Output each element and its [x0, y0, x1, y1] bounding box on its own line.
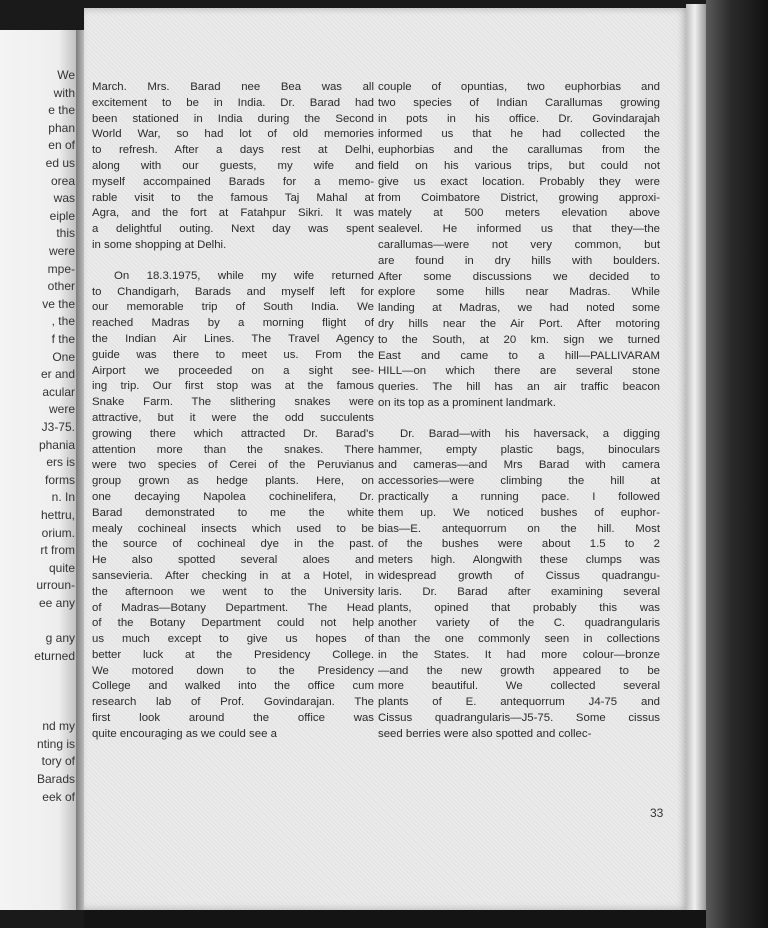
text-column-left [92, 80, 374, 743]
text-line: another variety of the C. quadrangularis [378, 617, 660, 630]
text-line: in pots in his office. Dr. Govindarajah [378, 112, 660, 125]
text-line: of the bushes were about 1.5 to 2 [378, 538, 660, 551]
text-line: March. Mrs. Barad nee Bea was all [92, 81, 374, 93]
text-line: of the Botany Department could not help [92, 617, 374, 630]
text-line: the Indian Air Lines. The Travel Agency [92, 332, 374, 345]
text-line: to refresh. After a days rest at Delhi, [92, 144, 374, 157]
left-page-line: en of [48, 138, 75, 153]
text-line: along with our guests, my wife and [92, 159, 374, 172]
left-page-line: nd my [42, 719, 75, 734]
text-line: mately at 500 meters elevation above [378, 207, 660, 220]
text-line: attractive, but it were the odd succulents [92, 411, 374, 424]
left-page-line: phania [38, 437, 75, 452]
left-page-line: urroun- [36, 578, 75, 593]
text-line: explore some hills near Madras. While [378, 286, 660, 299]
left-page-line: e the [48, 103, 75, 118]
text-line: East and came to a hill—PALLIVARAM [378, 349, 660, 362]
left-page-line: eiple [49, 208, 75, 223]
text-line: first look around the office was [92, 712, 374, 725]
text-line: Cissus quadrangularis—J5-75. Some cissus [378, 712, 660, 725]
text-column-right [378, 80, 660, 743]
book-cover-edge [706, 0, 768, 928]
text-line: them up. We noticed bushes of euphor- [378, 506, 660, 519]
text-line: Barad demonstrated to me the white [92, 506, 374, 519]
left-page-line: One [52, 349, 75, 364]
left-page-line: quite [48, 560, 75, 575]
left-page-line: were [48, 244, 75, 258]
paragraph-gap [92, 254, 374, 269]
text-line: in the States. It had more colour—bronze [378, 648, 660, 661]
text-line: excitement to be in India. Dr. Barad had [92, 96, 374, 109]
text-line: College and walked into the office cum [92, 680, 374, 693]
text-line: euphorbias and the carallumas from the [378, 144, 660, 157]
left-page-line: orium. [41, 525, 75, 540]
text-line: to Chandigarh, Barads and myself left for [92, 285, 374, 298]
text-line: sansevieria. After checking in at a Hotel, in [92, 569, 374, 582]
text-line: of Madras—Botany Department. The Head [92, 601, 374, 614]
text-line: accessories—were climbing the hill at [378, 475, 660, 488]
left-page-line: J3-75. [41, 420, 75, 434]
text-line: Airport we proceeded on a sight see- [92, 364, 374, 377]
text-line: mealy cochineal insects which used to be [92, 522, 374, 535]
text-line: are found in dry hills with boulders. [378, 254, 660, 267]
left-page-line: Barads [36, 772, 75, 786]
left-page-fragment [0, 30, 78, 910]
left-page-line: eek of [42, 789, 75, 804]
text-line: practically a running pace. I followed [378, 490, 660, 503]
text-line: our memorable trip of South India. We [92, 301, 374, 314]
text-line: attention more than the snakes. There [92, 443, 374, 456]
left-page-line: orea [50, 173, 75, 188]
text-line: us much except to give us hopes of [92, 633, 374, 646]
page-edge [686, 4, 708, 914]
text-line: We motored down to the Presidency [92, 664, 374, 677]
left-page-line: eturned [34, 648, 75, 663]
text-line: on its top as a prominent landmark. [378, 396, 556, 409]
left-page-line: n. In [51, 490, 75, 505]
text-line: better luck at the Presidency College. [92, 648, 374, 661]
text-line: plants of E. antequorrum J4-75 and [378, 696, 660, 709]
left-page-line: other [47, 279, 75, 294]
left-page-line: er and [40, 367, 75, 382]
text-line: HILL—on which there are several stone [378, 365, 660, 378]
left-page-line: We [57, 68, 75, 82]
text-line: carallumas—were not very common, but [378, 238, 660, 251]
paragraph-gap [378, 412, 660, 427]
text-line: Agra, and the fort at Fatahpur Sikri. It was [92, 207, 374, 220]
text-line: than the one commonly seen in collections [378, 633, 660, 646]
text-line: more beautiful. We collected several [378, 680, 660, 693]
text-line: After some discussions we decided to [378, 270, 660, 283]
text-line: myself accompained Barads for a memo- [92, 175, 374, 188]
text-line: give us exact location. Probably they were [378, 175, 660, 188]
text-line: ing trip. Our first stop was at the famous [92, 380, 374, 393]
text-line: a delightful outing. Next day was spent [92, 223, 374, 236]
text-line: growing there which attracted Dr. Barad's [92, 427, 374, 440]
left-page-line: f the [51, 332, 75, 346]
text-line: were two species of Cerei of the Peruvianus [92, 459, 374, 472]
text-line: and cameras—and Mrs Barad with camera [378, 459, 660, 472]
text-line: reached Madras by a morning flight of [92, 317, 374, 330]
text-line: bias—E. antequorrum on the hill. Most [378, 522, 660, 535]
text-line: widespread growth of Cissus quadrangu- [378, 569, 660, 582]
text-line: research lab of Prof. Govindarajan. The [92, 696, 374, 709]
text-line: landing at Madras, we had noted some [378, 302, 660, 315]
text-line: the afternoon we went to the University [92, 585, 374, 598]
text-line: couple of opuntias, two euphorbias and [378, 81, 660, 93]
page-number: 33 [650, 806, 664, 820]
text-line: quite encouraging as we could see a [92, 727, 277, 740]
text-line: the source of cochineal dye in the past. [92, 538, 374, 551]
text-line: guide was there to meet us. From the [92, 348, 374, 361]
left-page-line: rt from [40, 543, 75, 558]
text-line: plants, opined that probably this was [378, 601, 660, 614]
text-line: meters high. Alongwith these clumps was [378, 554, 660, 567]
text-line: On 18.3.1975, while my wife returned [114, 269, 374, 282]
left-page-line: ers is [46, 455, 75, 470]
left-page-line: hettru, [40, 508, 75, 522]
text-line: dry hills near the Air Port. After motoring [378, 317, 660, 330]
left-page-line: g any [45, 631, 75, 646]
left-page-line: forms [45, 472, 75, 487]
text-line: queries. The hill has an air traffic beacon [378, 381, 660, 394]
left-page-line: nting is [36, 736, 75, 751]
text-line: to the South, at 20 km. sign we turned [378, 333, 660, 346]
left-page-line: mpe- [47, 261, 75, 276]
text-line: Snake Farm. The slithering snakes were [92, 396, 374, 409]
text-line: He also spotted several aloes and [92, 554, 374, 567]
text-line: been stationed in India during the Second [92, 112, 374, 125]
left-page-line: were [48, 402, 75, 417]
text-line: sealevel. He informed us that they—the [378, 223, 660, 236]
text-line: two species of Indian Carallumas growing [378, 96, 660, 109]
text-line: seed berries were also spotted and collec- [378, 727, 592, 740]
left-page-line: this [56, 226, 75, 241]
text-line: group grown as hedge plants. Here, on [92, 475, 374, 488]
text-line: field on his various trips, but could not [378, 159, 660, 172]
text-line: World War, so had lot of old memories [92, 128, 374, 141]
left-page-line: ve the [42, 296, 75, 311]
text-line: one decaying Napolea cochinelifera, Dr. [92, 490, 374, 503]
left-page-line: was [53, 191, 75, 206]
left-page-line: ee any [38, 596, 75, 610]
left-page-line: , the [51, 314, 75, 329]
text-line: Dr. Barad—with his haversack, a digging [400, 427, 660, 440]
text-line: from Coimbatore District, growing approxi- [378, 191, 660, 204]
bottom-shadow [84, 910, 706, 928]
text-line: hammer, empty plastic bags, binoculars [378, 443, 660, 456]
left-page-line: with [53, 85, 75, 100]
text-line: in some shopping at Delhi. [92, 238, 227, 251]
left-page-line: acular [42, 384, 75, 399]
text-line: laris. Dr. Barad after examining several [378, 585, 660, 598]
left-page-line: phan [48, 120, 75, 135]
left-page-line: tory of [41, 754, 75, 769]
left-page-line: ed us [45, 156, 75, 170]
text-line: rable visit to the famous Taj Mahal at [92, 191, 374, 204]
text-line: —and the new growth appeared to be [378, 664, 660, 677]
text-line: informed us that he had collected the [378, 128, 660, 141]
